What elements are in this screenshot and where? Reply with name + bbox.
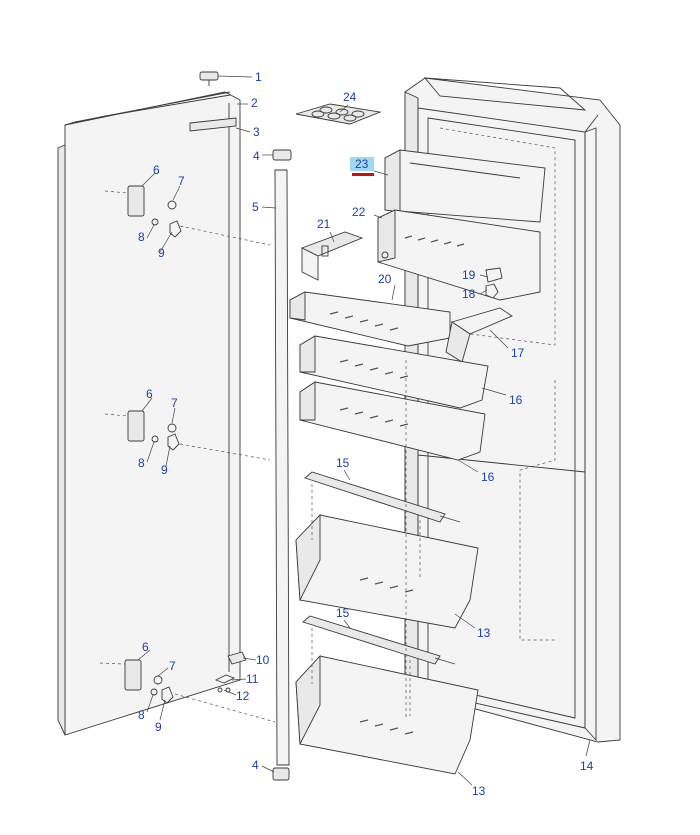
small-bracket: [302, 232, 362, 280]
label-part-13-lower[interactable]: 13: [472, 784, 486, 798]
label-part-4-top[interactable]: 4: [253, 149, 260, 163]
hinge-pin-part: [200, 72, 218, 86]
door-gasket-strip: [273, 150, 291, 780]
label-part-3[interactable]: 3: [253, 125, 260, 139]
label-part-9-upper[interactable]: 9: [158, 246, 165, 260]
label-part-14[interactable]: 14: [580, 759, 594, 773]
label-part-22[interactable]: 22: [352, 205, 366, 219]
door-panel: [58, 92, 240, 735]
label-part-7-upper[interactable]: 7: [178, 174, 185, 188]
label-part-20[interactable]: 20: [378, 272, 392, 286]
top-vent-grill: [296, 104, 380, 124]
label-part-23[interactable]: 23: [355, 157, 369, 171]
label-part-4-bottom[interactable]: 4: [252, 758, 259, 772]
label-part-8-lower[interactable]: 8: [138, 708, 145, 722]
label-part-9-middle[interactable]: 9: [161, 463, 168, 477]
label-part-18[interactable]: 18: [462, 287, 476, 301]
highlight-underline: [352, 173, 374, 176]
label-part-21[interactable]: 21: [317, 217, 331, 231]
label-part-7-lower[interactable]: 7: [169, 659, 176, 673]
label-part-15-upper[interactable]: 15: [336, 456, 350, 470]
label-part-8-upper[interactable]: 8: [138, 230, 145, 244]
label-part-12[interactable]: 12: [236, 689, 250, 703]
label-part-9-lower[interactable]: 9: [155, 720, 162, 734]
label-part-17[interactable]: 17: [511, 346, 525, 360]
label-part-6-middle[interactable]: 6: [146, 387, 153, 401]
label-part-11[interactable]: 11: [246, 672, 259, 686]
label-part-24[interactable]: 24: [343, 90, 357, 104]
label-part-6-upper[interactable]: 6: [153, 163, 160, 177]
label-part-16-lower[interactable]: 16: [481, 470, 495, 484]
label-part-16-upper[interactable]: 16: [509, 393, 523, 407]
label-part-5[interactable]: 5: [252, 200, 259, 214]
label-part-19[interactable]: 19: [462, 268, 476, 282]
label-part-13-upper[interactable]: 13: [477, 626, 491, 640]
label-part-1[interactable]: 1: [255, 70, 262, 84]
label-part-2[interactable]: 2: [251, 96, 258, 110]
label-part-8-middle[interactable]: 8: [138, 456, 145, 470]
label-part-10[interactable]: 10: [256, 653, 270, 667]
label-part-15-lower[interactable]: 15: [336, 606, 350, 620]
label-part-7-middle[interactable]: 7: [171, 396, 178, 410]
label-part-6-lower[interactable]: 6: [142, 640, 149, 654]
